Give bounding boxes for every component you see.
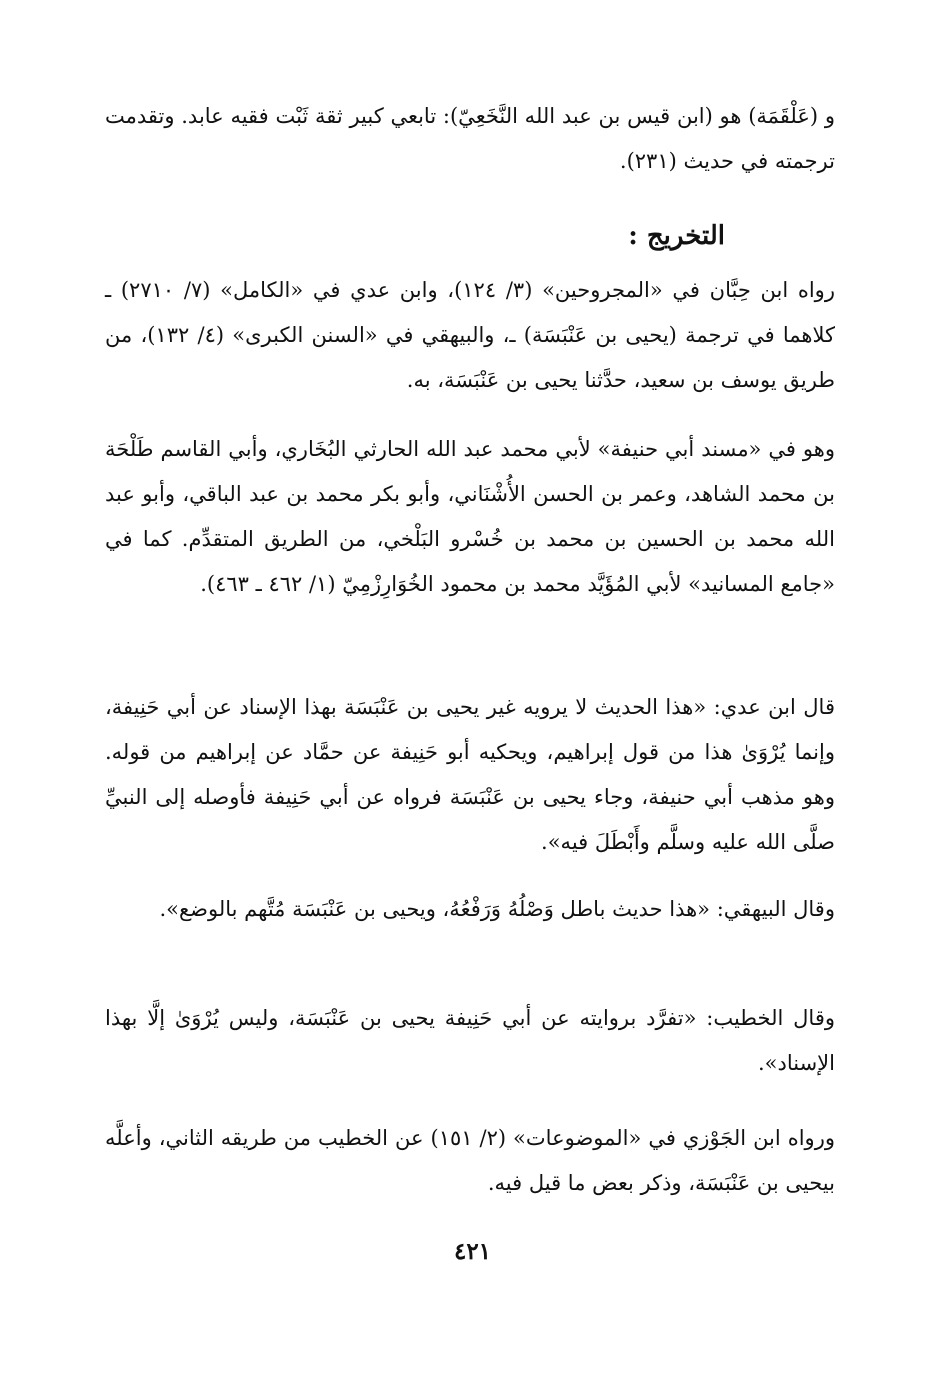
paragraph-ibn-jawzi: ورواه ابن الجَوْزي في «الموضوعات» (٢/ ١٥١) عن الخطيب من طريقه الثاني، وأعلَّه بيحيى بن عَنْبَسَة، وذكر بعض ما قيل فيه. <box>105 1126 835 1195</box>
paragraph-musnad: وهو في «مسند أبي حنيفة» لأبي محمد عبد الله الحارثي البُخَاري، وأبي القاسم طَلْحَة بن محمد الشاهد، وعمر بن الحسن الأُشْنَاني، وأبو بكر محمد بن عبد الباقي، وأبو عبد الله محمد بن الحسين بن محمد بن خُسْرو البَلْخي، من الطريق المتقدِّم. كما في «جامع المسانيد» لأبي المُؤَيَّد محمد بن محمود الخُوَارِزْمِيّ (١/ ٤٦٢ ـ ٤٦٣). <box>105 437 835 596</box>
paragraph-khatib-quote: وقال الخطيب: «تفرَّد بروايته عن أبي حَنِيفة يحيى بن عَنْبَسَة، وليس يُرْوَىٰ إلَّا بهذا الإسناد». <box>105 1006 835 1075</box>
paragraph-ibn-adi-quote: قال ابن عدي: «هذا الحديث لا يرويه غير يحيى بن عَنْبَسَة بهذا الإسناد عن أبي حَنِيفة، وإنما يُرْوَىٰ هذا من قول إبراهيم، ويحكيه أبو حَنِيفة عن حمَّاد عن إبراهيم من قوله. وهو مذهب أبي حنيفة، وجاء يحيى بن عَنْبَسَة فرواه عن أبي حَنِيفة فأوصله إلى النبيِّ صلَّى الله عليه وسلَّم وأَبْطَلَ فيه». <box>105 695 835 854</box>
paragraph-sources: رواه ابن حِبَّان في «المجروحين» (٣/ ١٢٤)، وابن عدي في «الكامل» (٧/ ٢٧١٠) ـ كلاهما في ترجمة (يحيى بن عَنْبَسَة) ـ، والبيهقي في «السنن الكبرى» (٤/ ١٣٢)، من طريق يوسف بن سعيد، حدَّثنا يحيى بن عَنْبَسَة، به. <box>105 278 835 392</box>
paragraph-narrator-bio: و (عَلْقَمَة) هو (ابن قيس بن عبد الله النَّخَعِيّ): تابعي كبير ثقة ثَبْت فقيه عابد. وتقدمت ترجمته في حديث (٢٣١). <box>105 104 835 173</box>
section-heading-takhrij: التخريج : <box>628 221 725 251</box>
page-number: ٤٢١ <box>453 1238 492 1265</box>
paragraph-bayhaqi-quote: وقال البيهقي: «هذا حديث باطل وَصْلُهُ وَرَفْعُهُ، ويحيى بن عَنْبَسَة مُتَّهم بالوضع». <box>159 897 835 921</box>
